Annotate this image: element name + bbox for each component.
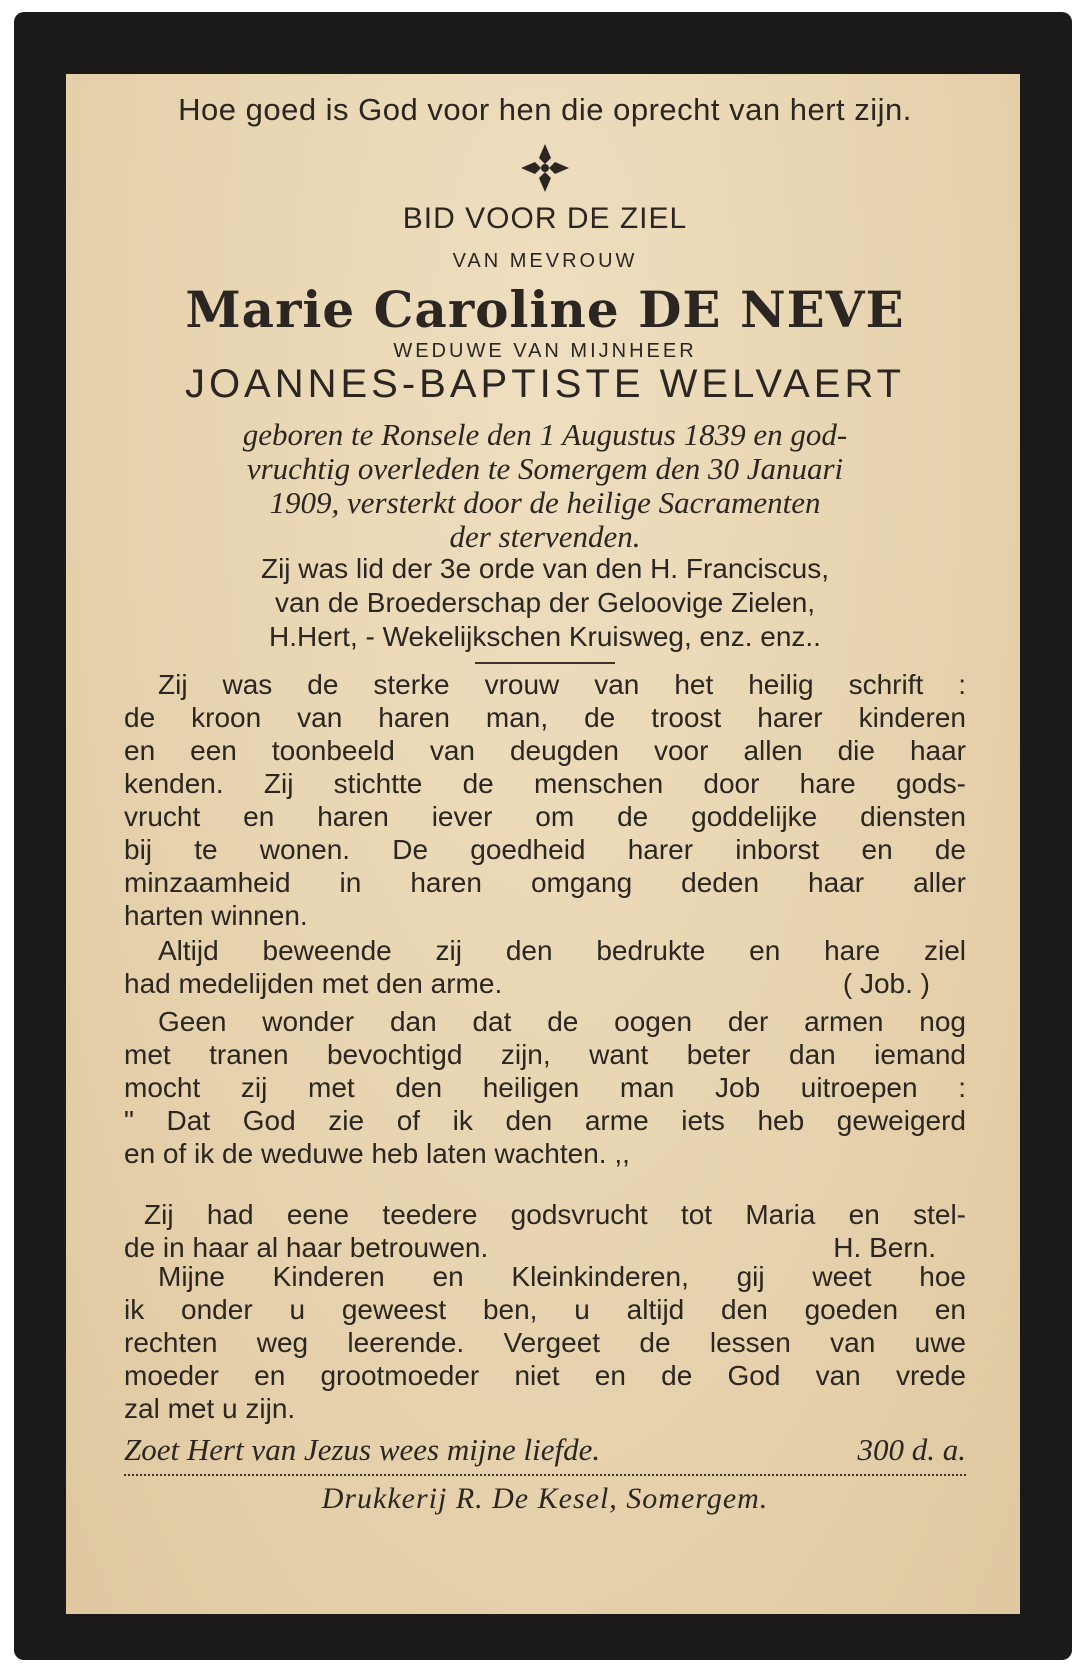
- indulgence-days: 300 d. a.: [857, 1432, 966, 1467]
- citation-bern: H. Bern.: [833, 1232, 936, 1263]
- paragraph-line: de kroon van haren man, de troost harer kinderen: [124, 702, 966, 733]
- paragraph-compassion: [124, 934, 966, 1000]
- paragraph-maria: [124, 1198, 966, 1264]
- widow-of-label: WEDUWE VAN MIJNHEER: [393, 340, 697, 362]
- memorial-card: [14, 12, 1072, 1660]
- card-paper-panel: [66, 74, 1020, 1614]
- paragraph-line: Altijd beweende zij den bedrukte en hare ziel: [158, 935, 966, 966]
- paragraph-line: moeder en grootmoeder niet en de God van vrede: [124, 1360, 966, 1391]
- paragraph-line: ik onder u geweest ben, u altijd den goeden en: [124, 1294, 966, 1325]
- motto: Hoe goed is God voor hen die oprecht van hert zijn.: [178, 92, 912, 127]
- biography-line: vruchtig overleden te Somergem den 30 Januari: [246, 451, 844, 486]
- paragraph-line: vrucht en haren iever om de goddelijke diensten: [124, 801, 966, 832]
- paragraph-line: Zij was de sterke vrouw van het heilig schrift :: [158, 669, 966, 700]
- paragraph-line: Geen wonder dan dat de oogen der armen nog: [158, 1006, 966, 1037]
- citation-job: ( Job. ): [842, 968, 930, 999]
- title-mevrouw: VAN MEVROUW: [452, 250, 638, 272]
- separator-line: [475, 662, 615, 664]
- paragraph-line: en een toonbeeld van deugden voor allen die haar: [124, 735, 966, 766]
- paragraph-line: " Dat God zie of ik den arme iets heb geweigerd: [124, 1105, 966, 1136]
- biography-line: geboren te Ronsele den 1 Augustus 1839 en god-: [242, 417, 848, 452]
- paragraph-line-text: de in haar al haar betrouwen.: [124, 1232, 489, 1263]
- dotted-divider: [124, 1474, 966, 1476]
- paragraph-line: [124, 967, 966, 1000]
- paragraph-line: bij te wonen. De goedheid harer inborst en de: [124, 834, 966, 865]
- paragraph-line: Mijne Kinderen en Kleinkinderen, gij weet hoe: [158, 1261, 966, 1292]
- biography-line: 1909, versterkt door de heilige Sacramenten: [269, 485, 821, 520]
- paragraph-line: en of ik de weduwe heb laten wachten. ,,: [124, 1138, 630, 1169]
- paragraph-line: harten winnen.: [124, 900, 308, 931]
- biography: [124, 418, 966, 554]
- paragraph-farewell: [124, 1260, 966, 1425]
- prayer-heading: BID VOOR DE ZIEL: [402, 202, 688, 235]
- paragraph-line: Zij had eene teedere godsvrucht tot Maria en stel-: [144, 1199, 966, 1230]
- membership-line: van de Broederschap der Geloovige Zielen,: [274, 587, 816, 618]
- husband-name: JOANNES-BAPTISTE WELVAERT: [184, 362, 906, 406]
- paragraph-line: met tranen bevochtigd zijn, want beter dan iemand: [124, 1039, 966, 1070]
- paragraph-line: minzaamheid in haren omgang deden haar aller: [124, 867, 966, 898]
- paragraph-poor: [124, 1005, 966, 1170]
- cross-pattee-icon: [517, 140, 573, 196]
- deceased-name: Marie Caroline DE NEVE: [185, 280, 905, 339]
- biography-line: der stervenden.: [449, 519, 641, 554]
- paragraph-line: kenden. Zij stichtte de menschen door hare gods-: [124, 768, 966, 799]
- paragraph-line: mocht zij met den heiligen man Job uitroepen :: [124, 1072, 966, 1103]
- membership-line: Zij was lid der 3e orde van den H. Franciscus,: [260, 553, 830, 584]
- printer-imprint: Drukkerij R. De Kesel, Somergem.: [321, 1482, 769, 1515]
- paragraph-virtues: [124, 668, 966, 932]
- paragraph-line-text: had medelijden met den arme.: [124, 968, 503, 999]
- paragraph-line: rechten weg leerende. Vergeet de lessen van uwe: [124, 1327, 966, 1358]
- membership-line: H.Hert, - Wekelijkschen Kruisweg, enz. enz..: [269, 621, 821, 652]
- paragraph-line: zal met u zijn.: [124, 1393, 296, 1424]
- ejaculation-text: Zoet Hert van Jezus wees mijne liefde.: [124, 1432, 601, 1467]
- memberships: [124, 552, 966, 654]
